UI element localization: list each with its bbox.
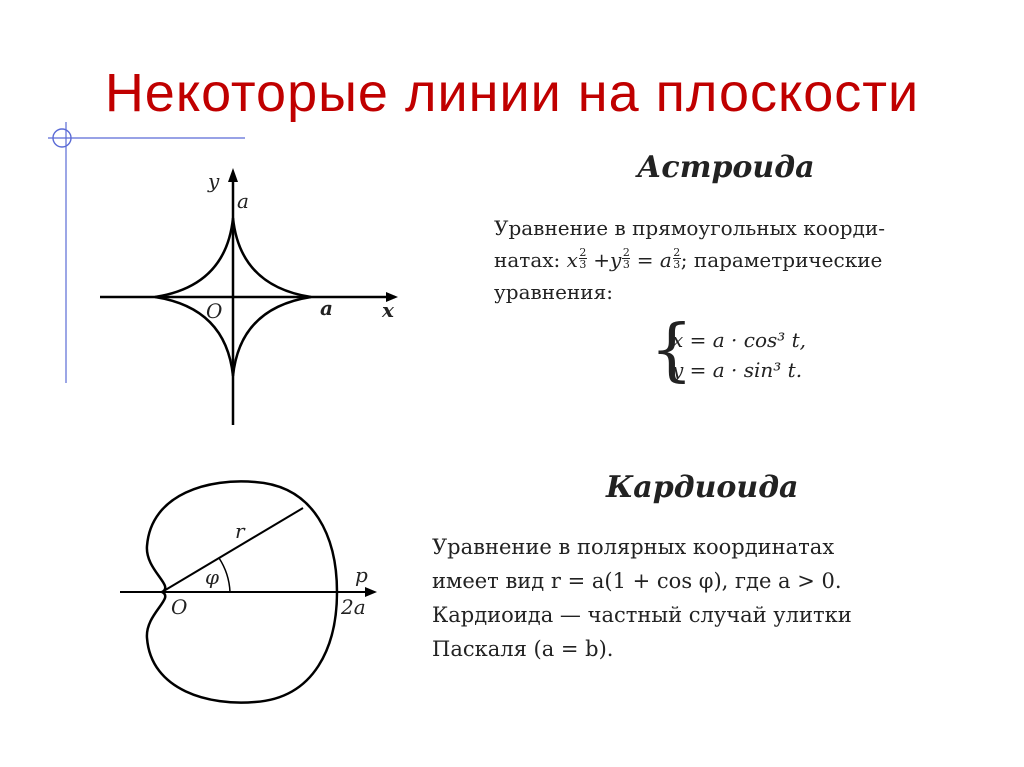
cardioid-axis-arrow: [365, 587, 377, 597]
cardioid-text-line1: Уравнение в полярных координатах: [432, 535, 835, 559]
astroid-eq-y: y = a · sin³ t.: [672, 358, 803, 382]
astroid-x-label: x: [382, 298, 394, 322]
astroid-top-a-label: a: [237, 189, 249, 213]
astroid-heading: Астроида: [637, 150, 815, 185]
cardioid-heading: Кардиоида: [606, 470, 799, 505]
astroid-text-line3: уравнения:: [494, 280, 613, 304]
astroid-description: [494, 212, 994, 308]
cardioid-angle-arc: [219, 558, 230, 592]
astroid-eq-x: x = a · cos³ t,: [672, 328, 807, 352]
cardioid-radius-line: [162, 508, 303, 592]
astroid-figure: [90, 160, 420, 430]
exponent-fraction: $\frac{2}{3}$: [579, 246, 587, 271]
cardioid-description: [432, 530, 1002, 666]
astroid-right-a-label: a: [320, 296, 333, 320]
cardioid-origin-label: O: [171, 595, 188, 619]
slide-title: Некоторые линии на плоскости: [104, 63, 920, 123]
cardioid-phi-label: φ: [205, 565, 220, 589]
exponent-fraction: $\frac{2}{3}$: [673, 246, 681, 271]
astroid-text-line2: натах: x $\frac{2}{3}$ +y $\frac{2}{3}$ = a $\frac{2}{3}$ ; параметрические: [494, 246, 883, 272]
brace-symbol: {: [650, 311, 694, 390]
cardioid-r-label: r: [235, 519, 245, 543]
astroid-origin-label: O: [206, 299, 223, 323]
cardioid-p-label: p: [355, 563, 368, 587]
astroid-y-arrow: [228, 168, 238, 182]
cardioid-text-line4: Паскаля (a = b).: [432, 637, 614, 661]
astroid-parametric-system: [650, 311, 892, 390]
astroid-text-line1: Уравнение в прямоугольных коорди-: [494, 216, 885, 240]
cardioid-2a-label: 2a: [341, 595, 366, 619]
astroid-y-label: y: [208, 169, 220, 193]
exponent-fraction: $\frac{2}{3}$: [622, 246, 630, 271]
cardioid-text-line2: имеет вид r = a(1 + cos φ), где a > 0.: [432, 569, 842, 593]
cardioid-figure: [115, 468, 385, 728]
cardioid-text-line3: Кардиоида — частный случай улитки: [432, 603, 852, 627]
